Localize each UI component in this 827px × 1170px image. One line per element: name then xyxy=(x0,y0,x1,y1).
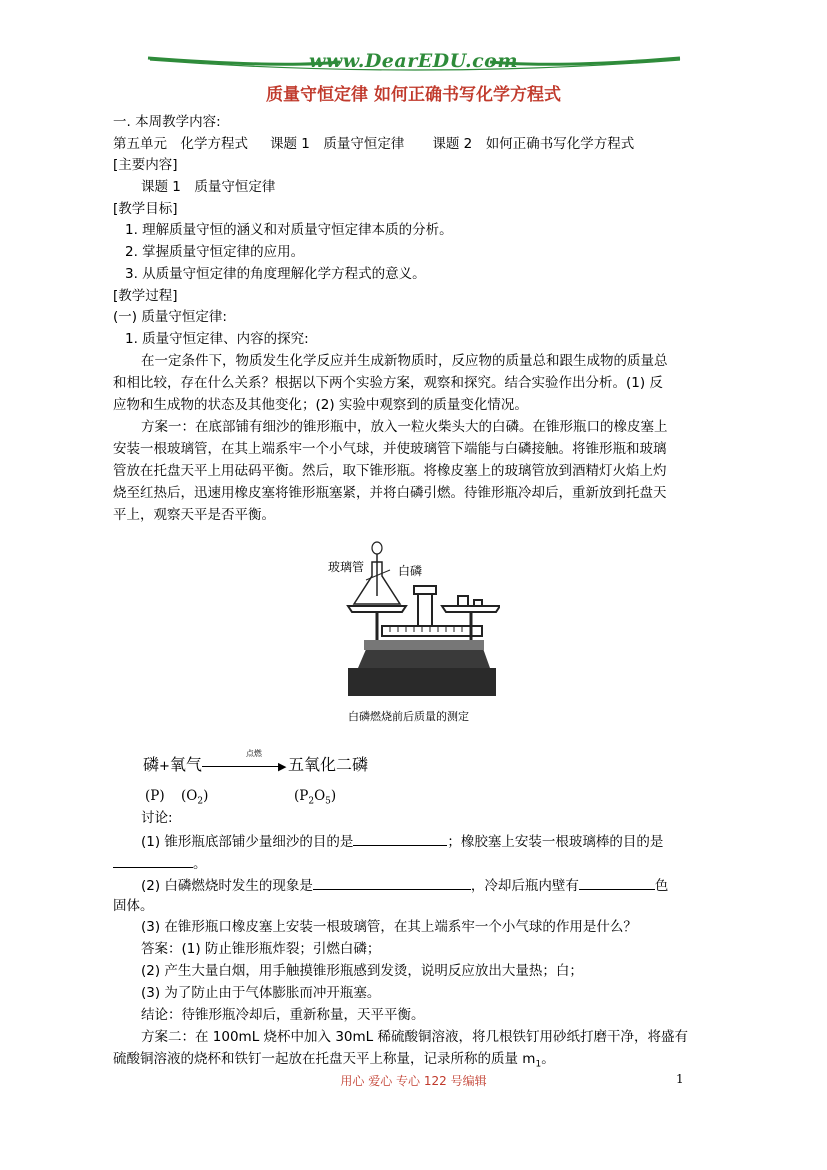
question-1-cont: 。 xyxy=(113,853,207,873)
question-2: (2) 白磷燃烧时发生的现象是 ，冷却后瓶内壁有 色 xyxy=(141,875,668,895)
figure-caption: 白磷燃烧前后质量的测定 xyxy=(348,710,469,723)
paragraph-line: 和相比较，存在什么关系？根据以下两个实验方案，观察和探究。结合实验作出分析。(1) 反 xyxy=(113,375,663,391)
paragraph-line: 方案二：在 100mL 烧杯中加入 30mL 稀硫酸铜溶液，将几根铁钉用砂纸打磨干净，将盛有 xyxy=(141,1029,688,1045)
answer-blank[interactable] xyxy=(353,831,447,846)
label-white-phosphorus: 白磷 xyxy=(398,564,423,578)
section-heading: 一. 本周教学内容: xyxy=(113,114,221,130)
paragraph-line: 平上，观察天平是否平衡。 xyxy=(113,507,275,523)
answer-line: (3) 为了防止由于气体膨胀而冲开瓶塞。 xyxy=(141,985,381,1001)
answer-line: (2) 产生大量白烟，用手触摸锥形瓶感到发烫，说明反应放出大量热；白； xyxy=(141,963,583,979)
paragraph-line: 方案一：在底部铺有细沙的锥形瓶中，放入一粒火柴头大的白磷。在锥形瓶口的橡皮塞上 xyxy=(141,419,668,435)
list-item: 2. 掌握质量守恒定律的应用。 xyxy=(125,244,305,260)
answer-blank[interactable] xyxy=(579,875,655,890)
lesson2-label: 课题 2 如何正确书写化学方程式 xyxy=(432,136,635,152)
subheading: (一) 质量守恒定律: xyxy=(113,309,227,325)
subheading: [教学目标] xyxy=(113,201,178,217)
paragraph-line: 安装一根玻璃管，在其上端系牢一个小气球，并使玻璃管下端能与白磷接触。将锥形瓶和玻璃 xyxy=(113,441,667,457)
subheading: [主要内容] xyxy=(113,157,178,173)
answer-blank[interactable] xyxy=(113,853,193,868)
answer-blank[interactable] xyxy=(313,875,471,890)
page-number: 1 xyxy=(676,1072,684,1086)
paragraph-line: 在一定条件下，物质发生化学反应并生成新物质时，反应物的质量总和跟生成物的质量总 xyxy=(141,353,668,369)
list-item: 1. 质量守恒定律、内容的探究: xyxy=(125,331,309,347)
lesson1-label: 课题 1 质量守恒定律 xyxy=(270,136,405,152)
list-item: 3. 从质量守恒定律的角度理解化学方程式的意义。 xyxy=(125,266,426,282)
formula-p2o5: $(P_2O_5)$ xyxy=(294,788,337,807)
product-p2o5: 五氧化二磷 xyxy=(287,755,368,774)
word-equation xyxy=(143,748,368,775)
question-2-cont: 固体。 xyxy=(113,898,154,914)
conclusion-line: 结论：待锥形瓶冷却后，重新称量，天平平衡。 xyxy=(141,1007,425,1023)
list-item: 1. 理解质量守恒的涵义和对质量守恒定律本质的分析。 xyxy=(125,222,453,238)
reaction-arrow-icon: ▶ xyxy=(277,759,287,773)
footer-text: 用心 爱心 专心 122 号编辑 xyxy=(340,1074,487,1088)
unit-line xyxy=(113,135,634,153)
question-3: (3) 在锥形瓶口橡皮塞上安装一根玻璃管，在其上端系牢一个小气球的作用是什么？ xyxy=(141,919,637,935)
discussion-heading: 讨论: xyxy=(141,810,173,826)
paragraph-line: 应物和生成物的状态及其他变化；(2) 实验中观察到的质量变化情况。 xyxy=(113,397,528,413)
paragraph-line: 管放在托盘天平上用砝码平衡。然后，取下锥形瓶。将橡皮塞上的玻璃管放到酒精灯火焰上灼 xyxy=(113,463,667,479)
subheading: [教学过程] xyxy=(113,288,178,304)
formula-p: (P) xyxy=(145,788,165,804)
unit-label: 第五单元 化学方程式 xyxy=(113,136,248,152)
plus-sign: + xyxy=(159,759,170,774)
label-glass-tube: 玻璃管 xyxy=(328,560,365,574)
paragraph-line: 烧至红热后，迅速用橡皮塞将锥形瓶塞紧，并将白磷引燃。待锥形瓶冷却后，重新放到托盘天 xyxy=(113,485,667,501)
formula-o2: $(O_2)$ xyxy=(181,788,209,807)
balance-figure xyxy=(330,540,500,730)
reaction-condition: 点燃 xyxy=(245,748,262,758)
reactant-oxygen: 氧气 xyxy=(169,755,202,774)
question-1: (1) 锥形瓶底部铺少量细沙的目的是 ；橡胶塞上安装一根玻璃棒的目的是 xyxy=(141,831,663,851)
reactant-phosphorus: 磷 xyxy=(143,755,160,774)
header-url[interactable]: www.DearEDU.com xyxy=(309,50,518,72)
answer-line: 答案：(1) 防止锥形瓶炸裂；引燃白磷； xyxy=(141,941,381,957)
paragraph-line: 硫酸铜溶液的烧杯和铁钉一起放在托盘天平上称量，记录所称的质量 $m_1$。 xyxy=(113,1051,555,1070)
page-title: 质量守恒定律 如何正确书写化学方程式 xyxy=(266,85,561,105)
lesson-title: 课题 1 质量守恒定律 xyxy=(141,179,276,195)
